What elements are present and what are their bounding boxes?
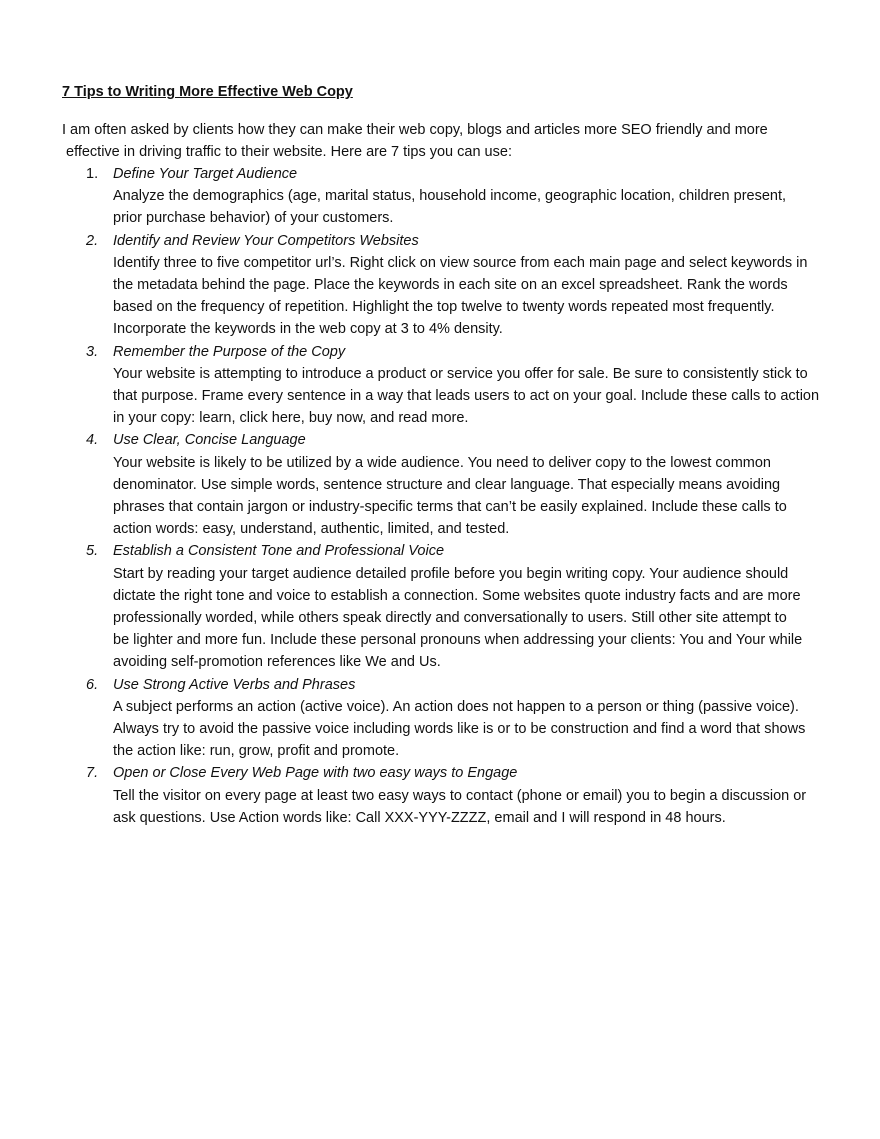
tip-text-line: A subject performs an action (active voice). An action does not happen to a person or thing (passive voice).: [113, 698, 799, 715]
tip-title: Use Clear, Concise Language: [113, 432, 306, 449]
intro-line: effective in driving traffic to their website. Here are 7 tips you can use:: [66, 144, 512, 161]
tip-text-line: Always try to avoid the passive voice including words like is or to be construction and find a word that shows: [113, 721, 806, 738]
intro-paragraph: [62, 119, 802, 163]
tip-title: Define Your Target Audience: [113, 166, 298, 182]
tip-text-line: in your copy: learn, click here, buy now, and read more.: [113, 410, 469, 427]
tip-text-line: Tell the visitor on every page at least two easy ways to contact (phone or email) you to begin a discussion or: [113, 787, 807, 804]
tip-text-line: dictate the right tone and voice to establish a connection. Some websites quote industry facts and are more: [113, 587, 801, 604]
tip-number: 5.: [86, 543, 99, 560]
tip-number: 2.: [86, 232, 99, 249]
tip-item-7: [86, 762, 826, 829]
tip-text-line: action words: easy, understand, authentic, limited, and tested.: [113, 521, 510, 538]
tip-title: Identify and Review Your Competitors Websites: [113, 232, 419, 249]
tip-text-line: ask questions. Use Action words like: Call XXX-YYY-ZZZZ, email and I will respond in 48 hours.: [113, 809, 726, 826]
tip-text-line: Start by reading your target audience detailed profile before you begin writing copy. Your audience should: [113, 565, 789, 582]
tip-title: Open or Close Every Web Page with two easy ways to Engage: [113, 765, 518, 782]
document-title: 7 Tips to Writing More Effective Web Copy: [62, 84, 353, 100]
intro-line: I am often asked by clients how they can make their web copy, blogs and articles more SEO friendly and more: [62, 122, 768, 138]
tip-number: 4.: [86, 432, 99, 449]
tip-number: 7.: [86, 765, 99, 782]
tip-number: 3.: [86, 343, 99, 360]
tip-text-line: professionally worded, while others speak directly and conversationally to users. Still other site attempt to: [113, 610, 787, 627]
tip-title: Use Strong Active Verbs and Phrases: [113, 676, 356, 693]
tip-title: Establish a Consistent Tone and Professional Voice: [113, 543, 445, 560]
tip-text-line: Incorporate the keywords in the web copy at 3 to 4% density.: [113, 321, 503, 338]
tip-item-1: [86, 163, 826, 230]
tip-item-2: [86, 230, 826, 341]
tip-text-line: be lighter and more fun. Include these personal pronouns when addressing your clients: You and Your while: [113, 632, 803, 649]
tip-number: 6.: [86, 676, 99, 693]
tip-text-line: Your website is likely to be utilized by a wide audience. You need to deliver copy to the lowest common: [113, 454, 771, 471]
tip-item-4: [86, 429, 826, 540]
tip-text-line: Identify three to five competitor url’s. Right click on view source from each main page and select keywords in: [113, 254, 808, 271]
tip-title: Remember the Purpose of the Copy: [113, 343, 346, 360]
tip-text-line: denominator. Use simple words, sentence structure and clear language. That especially means avoiding: [113, 476, 781, 493]
tip-item-6: [86, 674, 826, 763]
tips-list: [86, 163, 826, 829]
tip-text-line: based on the frequency of repetition. Highlight the top twelve to twenty words repeated most frequently.: [113, 299, 775, 316]
tip-text-line: the metadata behind the page. Place the keywords in each site on an excel spreadsheet. Rank the words: [113, 277, 788, 294]
tip-text-line: that purpose. Frame every sentence in a way that leads users to act on your goal. Include these calls to action: [113, 388, 820, 405]
tip-text-line: prior purchase behavior) of your customers.: [113, 210, 394, 227]
tip-text-line: avoiding self-promotion references like We and Us.: [113, 654, 441, 671]
tip-text-line: phrases that contain jargon or industry-specific terms that can’t be easily explained. Include these calls to: [113, 499, 787, 516]
tip-number: 1.: [86, 166, 99, 182]
tip-text-line: the action like: run, grow, profit and promote.: [113, 743, 400, 760]
tip-item-5: [86, 540, 826, 673]
tip-text-line: Your website is attempting to introduce a product or service you offer for sale. Be sure to consistently stick to: [113, 365, 808, 382]
tip-text-line: Analyze the demographics (age, marital status, household income, geographic location, children present,: [113, 188, 787, 205]
tip-item-3: [86, 341, 826, 430]
